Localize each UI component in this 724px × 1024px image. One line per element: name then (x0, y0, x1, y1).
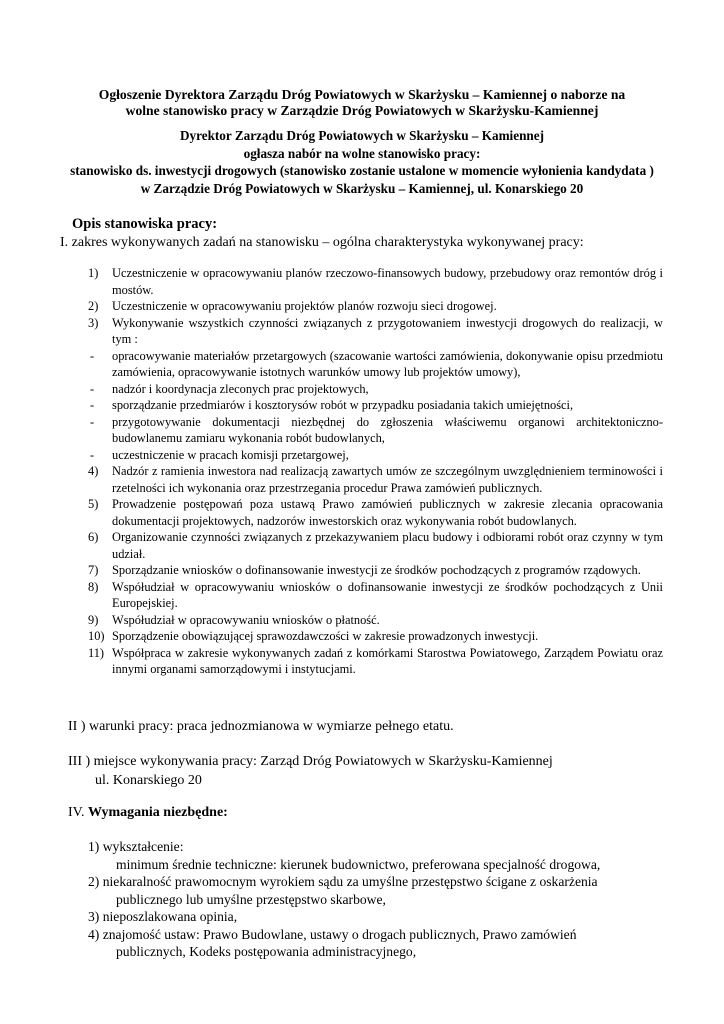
task-marker: 4) (88, 464, 99, 478)
task-marker: 6) (88, 530, 99, 544)
task-marker: - (90, 398, 95, 412)
section-2-work-conditions: II ) warunki pracy: praca jednozmianowa w wymiarze pełnego etatu. (68, 719, 454, 734)
task-text: sporządzanie przedmiarów i kosztorysów robót w przypadku posiadania takich umiejętności, (112, 398, 574, 412)
requirement-1: 1) wykształcenie: (88, 839, 184, 854)
task-text: opracowywanie materiałów przetargowych (szacowanie wartości zamówienia, dokonywanie opisu przedmiotu zamówienia, opracowywanie istotnych warunków umowy lub projektów umowy), (112, 348, 663, 379)
task-text: Nadzór z ramienia inwestora nad realizacją zawartych umów ze szczególnym uwzględnieniem terminowości i rzetelności ich wykonania oraz przestrzegania procedur Prawa zamówień publicznych. (112, 464, 663, 495)
requirement-2-detail: publicznego lub umyślne przestępstwo skarbowe, (116, 891, 386, 907)
task-text: uczestniczenie w pracach komisji przetargowej, (112, 447, 349, 462)
task-text: Uczestniczenie w opracowywaniu projektów planów rozwoju sieci drogowej. (112, 299, 497, 313)
task-marker: 1) (88, 266, 99, 280)
task-item (88, 612, 663, 629)
section-4-title: Wymagania niezbędne: (87, 805, 228, 820)
task-text: nadzór i koordynacja zleconych prac projektowych, (112, 381, 369, 396)
task-text: Współpraca w zakresie wykonywanych zadań z komórkami Starostwa Powiatowego, Zarządem Powiatu oraz innymi organami samorządowymi i instytucjami. (112, 645, 663, 676)
task-marker: 5) (88, 497, 99, 511)
requirement-3: 3) nieposzlakowana opinia, (88, 909, 238, 924)
requirements-list (88, 838, 658, 961)
task-item (88, 447, 663, 464)
announcement-title-line-2: wolne stanowisko pracy w Zarządzie Dróg Powiatowych w Skarżysku-Kamiennej (125, 103, 599, 118)
director-announcement (40, 127, 684, 197)
task-item (88, 496, 663, 529)
section-4-prefix: IV. (68, 805, 88, 820)
director-line-1: Dyrektor Zarządu Dróg Powiatowych w Skarżysku – Kamiennej (180, 128, 544, 143)
task-marker: - (90, 381, 95, 396)
section-3-line-2: ul. Konarskiego 20 (95, 773, 202, 788)
requirement-4: 4) znajomość ustaw: Prawo Budowlane, ustawy o drogach publicznych, Prawo zamówień (88, 926, 577, 942)
director-line-4: w Zarządzie Dróg Powiatowych w Skarżysku – Kamiennej, ul. Konarskiego 20 (140, 180, 584, 196)
task-item (88, 315, 663, 348)
task-text: Organizowanie czynności związanych z przekazywaniem placu budowy i odbiorami robót oraz czynny w tym udział. (112, 530, 663, 561)
announcement-title (40, 87, 684, 119)
task-marker: 10) (88, 629, 105, 643)
task-marker: 11) (88, 645, 105, 660)
requirement-2: 2) niekaralność prawomocnym wyrokiem sądu za umyślne przestępstwo ścigane z oskarżenia (88, 874, 598, 889)
task-text: Sporządzanie wniosków o dofinansowanie inwestycji ze środków pochodzących z programów rządowych. (112, 563, 641, 577)
task-text: Współudział w opracowywaniu wniosków o płatność. (112, 612, 380, 627)
task-marker: 9) (88, 612, 99, 627)
task-item (88, 529, 663, 562)
announcement-title-line-1: Ogłoszenie Dyrektora Zarządu Dróg Powiatowych w Skarżysku – Kamiennej o naborze na (98, 87, 626, 102)
task-marker: 3) (88, 315, 99, 330)
section-3-line-1: III ) miejsce wykonywania pracy: Zarząd Dróg Powiatowych w Skarżysku-Kamiennej (68, 754, 553, 769)
task-item (88, 645, 663, 678)
task-item (88, 562, 663, 579)
requirement-4-detail: publicznych, Kodeks postępowania administracyjnego, (116, 944, 417, 959)
task-marker: - (90, 447, 95, 462)
task-text: Wykonywanie wszystkich czynności związanych z przygotowaniem inwestycji drogowych do realizacji, w tym : (112, 315, 663, 346)
task-item (88, 414, 663, 447)
section-4-heading (68, 803, 228, 822)
task-item (88, 397, 663, 414)
task-text: Uczestniczenie w opracowywaniu planów rzeczowo-finansowych budowy, przebudowy oraz remontów dróg i mostów. (112, 266, 663, 297)
task-item (88, 348, 663, 381)
task-text: Współudział w opracowywaniu wniosków o dofinansowanie inwestycji ze środków pochodzących z Unii Europejskiej. (112, 579, 663, 610)
task-marker: - (90, 414, 95, 429)
task-item (88, 463, 663, 496)
task-item (88, 298, 663, 315)
requirement-1-detail: minimum średnie techniczne: kierunek budownictwo, preferowana specjalność drogowa, (116, 856, 601, 872)
section-3-workplace (68, 752, 553, 790)
job-description-heading: Opis stanowiska pracy: (72, 216, 218, 232)
task-text: przygotowywanie dokumentacji niezbędnej do zgłoszenia właściwemu organowi architektoniczno-budowlanemu zamiaru wykonania robót budowlanych, (112, 414, 663, 445)
task-text: Prowadzenie postępowań poza ustawą Prawo zamówień publicznych w zakresie zlecania opracowania dokumentacji projektowych, nadzorów inwestorskich oraz wykonywania robót budowlanych. (112, 497, 663, 528)
task-marker: 8) (88, 579, 99, 594)
task-item (88, 265, 663, 298)
section-1-title: I. zakres wykonywanych zadań na stanowisku – ogólna charakterystyka wykonywanej pracy: (60, 235, 584, 250)
director-line-3: stanowisko ds. inwestycji drogowych (stanowisko zostanie ustalone w momencie wyłonienia kandydata ) (70, 163, 654, 178)
task-marker: - (90, 348, 95, 363)
task-marker: 7) (88, 563, 99, 577)
task-item (88, 628, 663, 645)
director-line-2: ogłasza nabór na wolne stanowisko pracy: (243, 145, 481, 161)
task-text: Sporządzenie obowiązującej sprawozdawczości w zakresie prowadzonych inwestycji. (112, 629, 539, 643)
task-list (88, 265, 663, 678)
task-marker: 2) (88, 299, 99, 313)
task-item (88, 381, 663, 398)
task-item (88, 579, 663, 612)
